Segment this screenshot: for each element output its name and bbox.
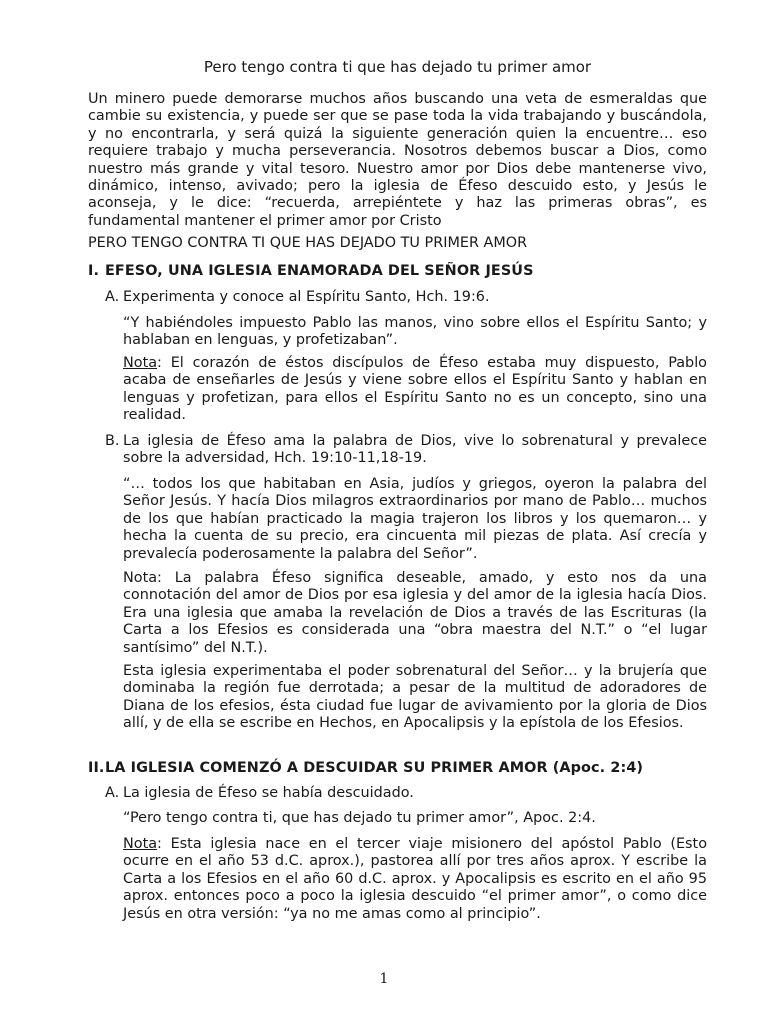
caps-heading: PERO TENGO CONTRA TI QUE HAS DEJADO TU PRIMER AMOR: [88, 235, 528, 251]
page-number: 1: [379, 971, 389, 987]
item-a-label: A.: [105, 785, 120, 801]
section-1-title: EFESO, UNA IGLESIA ENAMORADA DEL SEÑOR JESÚS: [105, 263, 534, 279]
section-1-a-note: [123, 355, 707, 425]
section-1-item-b: [105, 433, 707, 468]
section-1-heading: [88, 262, 534, 280]
note-label: Nota: [123, 355, 158, 371]
item-b-label: B.: [105, 433, 120, 449]
section-1-number: I.: [88, 263, 100, 279]
section-2-a-quote: “Pero tengo contra ti, que has dejado tu primer amor”, Apoc. 2:4.: [123, 810, 596, 826]
section-2-item-a: [105, 785, 707, 802]
intro-paragraph: Un minero puede demorarse muchos años buscando una veta de esmeraldas que cambie su existencia, y puede ser que se pase toda la vida trabajando y buscándola, y no encontrarla, y será quizá la siguiente generación quien la encuentre… eso requiere trabajo y mucha perseverancia. Nosotros debemos buscar a Dios, como nuestro más grande y vital tesoro. Nuestro amor por Dios debe mantenerse vivo, dinámico, intenso, avivado; pero la iglesia de Éfeso descuido esto, y Jesús le aconseja, y le dice: “recuerda, arrepiéntete y haz las primeras obras”, es fundamental mantener el primer amor por Cristo: [88, 91, 707, 229]
note-text: : Esta iglesia nace en el tercer viaje misionero del apóstol Pablo (Esto ocurre en el año 53 d.C. aprox.), pastorea allí por tres años aprox. Y escribe la Carta a los Efesios en el año 60 d.C. aprox. y Apocalipsis es escrito en el año 95 aprox. entonces poco a poco la iglesia descuido “el primer amor”, o como dice Jesús en otra versión: “ya no me amas como al principio”.: [123, 836, 707, 922]
section-2-title: LA IGLESIA COMENZÓ A DESCUIDAR SU PRIMER AMOR (Apoc. 2:4): [105, 760, 644, 776]
item-a-text: La iglesia de Éfeso se había descuidado.: [123, 785, 414, 801]
section-1-a-quote: “Y habiéndoles impuesto Pablo las manos, vino sobre ellos el Espíritu Santo; y hablaban en lenguas, y profetizaban”.: [123, 315, 707, 349]
section-1-item-a: [105, 289, 707, 306]
section-2-heading: [88, 759, 643, 777]
item-b-text: La iglesia de Éfeso ama la palabra de Dios, vive lo sobrenatural y prevalece sobre la adversidad, Hch. 19:10-11,18-19.: [123, 433, 707, 467]
item-a-text: Experimenta y conoce al Espíritu Santo, Hch. 19:6.: [123, 289, 490, 305]
section-1-b-note: Nota: La palabra Éfeso significa deseable, amado, y esto nos da una connotación del amor de Dios por esa iglesia y del amor de la iglesia hacía Dios. Era una iglesia que amaba la revelación de Dios a través de las Escrituras (la Carta a los Efesios es considerada una “obra maestra del N.T.” o “el lugar santísimo” del N.T.).: [123, 570, 707, 656]
section-2-a-note: [123, 836, 707, 923]
document-title: Pero tengo contra ti que has dejado tu primer amor: [203, 58, 592, 76]
note-label: Nota: [123, 836, 158, 852]
section-2-number: II.: [88, 760, 105, 776]
section-1-b-paragraph: Esta iglesia experimentaba el poder sobrenatural del Señor… y la brujería que dominaba la región fue derrotada; a pesar de la multitud de adoradores de Diana de los efesios, ésta ciudad fue lugar de avivamiento por la gloria de Dios allí, y de ella se escribe en Hechos, en Apocalipsis y la epístola de los Efesios.: [123, 663, 707, 732]
item-a-label: A.: [105, 289, 120, 305]
note-text: : El corazón de éstos discípulos de Éfeso estaba muy dispuesto, Pablo acaba de enseñarles de Jesús y viene sobre ellos el Espíritu Santo y hablan en lenguas y profetizan, para ellos el Espíritu Santo no es un concepto, sino una realidad.: [123, 355, 707, 424]
section-1-b-quote: “… todos los que habitaban en Asia, judíos y griegos, oyeron la palabra del Señor Jesús. Y hacía Dios milagros extraordinarios por mano de Pablo… muchos de los que habían practicado la magia trajeron los libros y los quemaron… y hecha la cuenta de su precio, era cincuenta mil piezas de plata. Así crecía y prevalecía poderosamente la palabra del Señor”.: [123, 476, 707, 562]
